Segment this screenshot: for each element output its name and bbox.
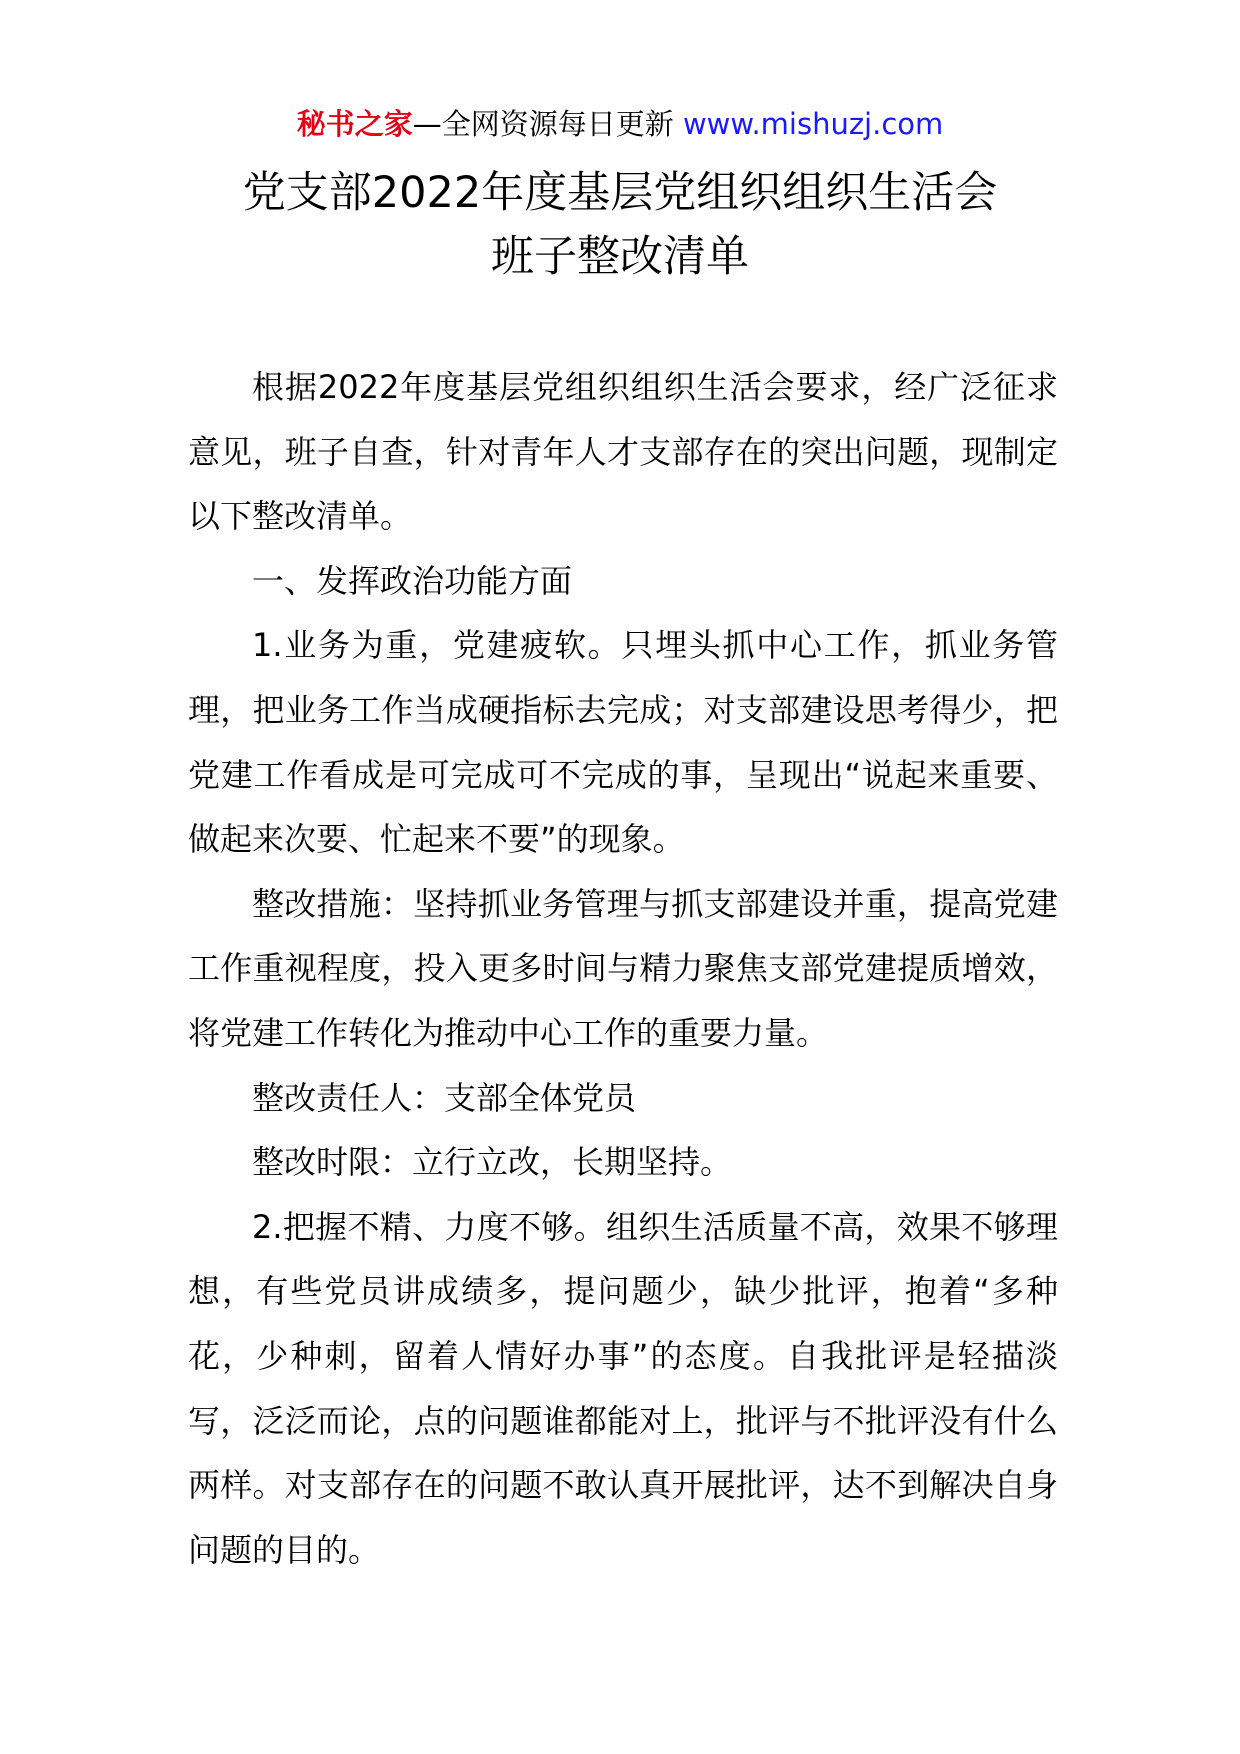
- document-body: [188, 355, 1058, 1582]
- document-title-line-1: 党支部2022年度基层党组织组织生活会: [242, 168, 998, 218]
- section-heading: 一、发挥政治功能方面: [252, 561, 573, 600]
- paragraph-measures: 整改措施：坚持抓业务管理与抓支部建设并重，提高党建工作重视程度，投入更多时间与精力聚焦支部党建提质增效，将党建工作转化为推动中心工作的重要力量。: [188, 884, 1058, 1052]
- paragraph-intro: 根据2022年度基层党组织组织生活会要求，经广泛征求意见，班子自查，针对青年人才支部存在的突出问题，现制定以下整改清单。: [188, 368, 1058, 536]
- paragraph-responsible: 整改责任人：支部全体党员: [252, 1078, 637, 1117]
- header-url-link[interactable]: www.mishuzj.com: [682, 107, 944, 141]
- header-slogan: —全网资源每日更新: [412, 107, 683, 141]
- paragraph-issue-1: 1.业务为重，党建疲软。只埋头抓中心工作，抓业务管理，把业务工作当成硬指标去完成；对支部建设思考得少，把党建工作看成是可完成可不完成的事，呈现出“说起来重要、做起来次要、忙起来不要”的现象。: [188, 626, 1058, 859]
- document-title-line-2: 班子整改清单: [491, 232, 749, 282]
- paragraph-issue-2: 2.把握不精、力度不够。组织生活质量不高，效果不够理想，有些党员讲成绩多，提问题少，缺少批评，抱着“多种花，少种刺，留着人情好办事”的态度。自我批评是轻描淡写，泛泛而论，点的问题谁都能对上，批评与不批评没有什么两样。对支部存在的问题不敢认真开展批评，达不到解决自身问题的目的。: [188, 1207, 1058, 1569]
- paragraph-deadline: 整改时限：立行立改，长期坚持。: [252, 1143, 733, 1182]
- header-brand: 秘书之家: [296, 107, 413, 141]
- watermark-header: [0, 104, 1240, 144]
